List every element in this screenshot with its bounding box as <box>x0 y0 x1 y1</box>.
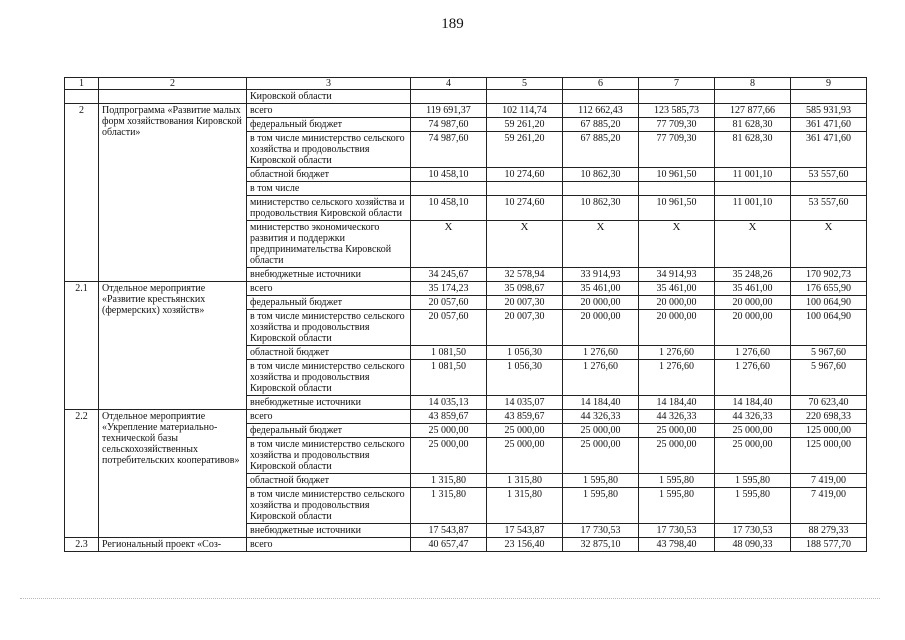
value-cell: 20 007,30 <box>487 310 563 346</box>
column-header: 9 <box>791 78 867 90</box>
value-cell: 14 035,07 <box>487 396 563 410</box>
page-number: 189 <box>441 16 464 32</box>
value-cell: 44 326,33 <box>715 410 791 424</box>
value-cell: 1 056,30 <box>487 360 563 396</box>
program-name-cell: Отдельное мероприятие «Развитие крестьянских (фермерских) хозяйств» <box>99 282 247 410</box>
value-cell: 1 315,80 <box>411 474 487 488</box>
value-cell: 25 000,00 <box>487 424 563 438</box>
value-cell: 20 000,00 <box>715 296 791 310</box>
item-number-cell: 2 <box>65 104 99 282</box>
value-cell: X <box>487 221 563 268</box>
value-cell: 33 914,93 <box>563 268 639 282</box>
table-row <box>65 410 867 424</box>
value-cell <box>487 90 563 104</box>
value-cell: 188 577,70 <box>791 538 867 552</box>
value-cell: 25 000,00 <box>715 438 791 474</box>
value-cell: 10 458,10 <box>411 168 487 182</box>
funding-source-cell: всего <box>247 410 411 424</box>
column-header: 5 <box>487 78 563 90</box>
column-header: 8 <box>715 78 791 90</box>
funding-source-cell: всего <box>247 538 411 552</box>
value-cell: 20 000,00 <box>563 296 639 310</box>
value-cell: X <box>563 221 639 268</box>
value-cell: 59 261,20 <box>487 118 563 132</box>
value-cell: 125 000,00 <box>791 424 867 438</box>
table-row <box>65 90 867 104</box>
funding-source-cell: областной бюджет <box>247 474 411 488</box>
value-cell: 53 557,60 <box>791 168 867 182</box>
value-cell: 74 987,60 <box>411 118 487 132</box>
value-cell: 1 056,30 <box>487 346 563 360</box>
value-cell: 1 081,50 <box>411 346 487 360</box>
value-cell: 20 000,00 <box>715 310 791 346</box>
value-cell: 10 961,50 <box>639 196 715 221</box>
value-cell: 67 885,20 <box>563 132 639 168</box>
table-row <box>65 104 867 118</box>
value-cell: 35 461,00 <box>715 282 791 296</box>
value-cell: 123 585,73 <box>639 104 715 118</box>
budget-table <box>64 77 867 552</box>
value-cell: 43 798,40 <box>639 538 715 552</box>
value-cell: 43 859,67 <box>487 410 563 424</box>
value-cell: 1 276,60 <box>715 360 791 396</box>
value-cell: 20 000,00 <box>563 310 639 346</box>
value-cell: 23 156,40 <box>487 538 563 552</box>
value-cell: 10 961,50 <box>639 168 715 182</box>
value-cell: 17 543,87 <box>411 524 487 538</box>
funding-source-cell: всего <box>247 282 411 296</box>
funding-source-cell: внебюджетные источники <box>247 268 411 282</box>
value-cell: 17 730,53 <box>563 524 639 538</box>
value-cell: 1 276,60 <box>563 346 639 360</box>
value-cell: 1 315,80 <box>487 488 563 524</box>
value-cell: 112 662,43 <box>563 104 639 118</box>
value-cell: 35 461,00 <box>639 282 715 296</box>
value-cell: 100 064,90 <box>791 296 867 310</box>
funding-source-cell: федеральный бюджет <box>247 296 411 310</box>
value-cell: X <box>639 221 715 268</box>
value-cell: 7 419,00 <box>791 488 867 524</box>
funding-source-cell: внебюджетные источники <box>247 524 411 538</box>
funding-source-cell: внебюджетные источники <box>247 396 411 410</box>
value-cell: 35 174,23 <box>411 282 487 296</box>
funding-source-cell: в том числе <box>247 182 411 196</box>
value-cell: 88 279,33 <box>791 524 867 538</box>
value-cell: 34 914,93 <box>639 268 715 282</box>
value-cell: 5 967,60 <box>791 346 867 360</box>
value-cell: 17 730,53 <box>715 524 791 538</box>
value-cell: 70 623,40 <box>791 396 867 410</box>
value-cell: 25 000,00 <box>487 438 563 474</box>
item-number-cell <box>65 90 99 104</box>
value-cell: 35 098,67 <box>487 282 563 296</box>
value-cell: 40 657,47 <box>411 538 487 552</box>
value-cell: 1 595,80 <box>639 474 715 488</box>
value-cell: 17 730,53 <box>639 524 715 538</box>
funding-source-cell: министерство экономического развития и поддержки предпринимательства Кировской области <box>247 221 411 268</box>
value-cell: 1 276,60 <box>639 360 715 396</box>
value-cell <box>791 182 867 196</box>
value-cell: 20 007,30 <box>487 296 563 310</box>
value-cell: 20 000,00 <box>639 296 715 310</box>
value-cell <box>487 182 563 196</box>
value-cell: X <box>715 221 791 268</box>
value-cell: 25 000,00 <box>639 438 715 474</box>
value-cell: 20 057,60 <box>411 296 487 310</box>
funding-source-cell: всего <box>247 104 411 118</box>
value-cell: 53 557,60 <box>791 196 867 221</box>
value-cell: 44 326,33 <box>639 410 715 424</box>
value-cell: 25 000,00 <box>563 438 639 474</box>
value-cell: 44 326,33 <box>563 410 639 424</box>
value-cell: 1 595,80 <box>639 488 715 524</box>
value-cell: 14 184,40 <box>715 396 791 410</box>
value-cell: 10 862,30 <box>563 196 639 221</box>
value-cell: 25 000,00 <box>639 424 715 438</box>
funding-source-cell: министерство сельского хозяйства и продовольствия Кировской области <box>247 196 411 221</box>
value-cell: 10 274,60 <box>487 168 563 182</box>
value-cell: 5 967,60 <box>791 360 867 396</box>
column-header: 6 <box>563 78 639 90</box>
value-cell: 32 578,94 <box>487 268 563 282</box>
funding-source-cell: в том числе министерство сельского хозяйства и продовольствия Кировской области <box>247 310 411 346</box>
table-row <box>65 538 867 552</box>
column-header: 4 <box>411 78 487 90</box>
value-cell: 10 274,60 <box>487 196 563 221</box>
header-row <box>65 78 867 90</box>
item-number-cell: 2.1 <box>65 282 99 410</box>
value-cell: X <box>791 221 867 268</box>
value-cell: 361 471,60 <box>791 118 867 132</box>
value-cell: 67 885,20 <box>563 118 639 132</box>
table-row <box>65 282 867 296</box>
column-header: 7 <box>639 78 715 90</box>
value-cell: 585 931,93 <box>791 104 867 118</box>
value-cell <box>639 90 715 104</box>
column-header: 2 <box>99 78 247 90</box>
column-header: 3 <box>247 78 411 90</box>
program-name-cell: Отдельное мероприятие «Укрепление материально-технической базы сельскохозяйственных потребительских кооперативов» <box>99 410 247 538</box>
item-number-cell: 2.3 <box>65 538 99 552</box>
value-cell: 20 057,60 <box>411 310 487 346</box>
value-cell: 20 000,00 <box>639 310 715 346</box>
value-cell: 7 419,00 <box>791 474 867 488</box>
funding-source-cell: областной бюджет <box>247 346 411 360</box>
value-cell <box>411 182 487 196</box>
funding-source-cell: в том числе министерство сельского хозяйства и продовольствия Кировской области <box>247 438 411 474</box>
value-cell <box>715 90 791 104</box>
value-cell: 77 709,30 <box>639 118 715 132</box>
value-cell: 1 595,80 <box>715 474 791 488</box>
value-cell: 10 458,10 <box>411 196 487 221</box>
item-number-cell: 2.2 <box>65 410 99 538</box>
funding-source-cell: федеральный бюджет <box>247 424 411 438</box>
value-cell: 77 709,30 <box>639 132 715 168</box>
value-cell: 48 090,33 <box>715 538 791 552</box>
value-cell: 14 184,40 <box>563 396 639 410</box>
value-cell: 11 001,10 <box>715 168 791 182</box>
value-cell: 74 987,60 <box>411 132 487 168</box>
value-cell: 119 691,37 <box>411 104 487 118</box>
value-cell: 14 184,40 <box>639 396 715 410</box>
scan-artifact-line <box>20 598 880 599</box>
column-header: 1 <box>65 78 99 90</box>
table-body <box>65 90 867 552</box>
value-cell: 125 000,00 <box>791 438 867 474</box>
value-cell: 1 315,80 <box>487 474 563 488</box>
value-cell: 25 000,00 <box>411 424 487 438</box>
funding-source-cell: в том числе министерство сельского хозяйства и продовольствия Кировской области <box>247 132 411 168</box>
value-cell <box>563 90 639 104</box>
funding-source-cell: в том числе министерство сельского хозяйства и продовольствия Кировской области <box>247 488 411 524</box>
value-cell: 1 081,50 <box>411 360 487 396</box>
value-cell <box>411 90 487 104</box>
funding-source-cell: областной бюджет <box>247 168 411 182</box>
value-cell: 25 000,00 <box>563 424 639 438</box>
value-cell: 10 862,30 <box>563 168 639 182</box>
value-cell: 43 859,67 <box>411 410 487 424</box>
value-cell: 81 628,30 <box>715 132 791 168</box>
value-cell: 361 471,60 <box>791 132 867 168</box>
value-cell <box>791 90 867 104</box>
value-cell: 102 114,74 <box>487 104 563 118</box>
value-cell: 1 276,60 <box>715 346 791 360</box>
value-cell <box>639 182 715 196</box>
value-cell: 59 261,20 <box>487 132 563 168</box>
value-cell: 1 276,60 <box>639 346 715 360</box>
program-name-cell: Подпрограмма «Развитие малых форм хозяйствования Кировской области» <box>99 104 247 282</box>
value-cell: 1 315,80 <box>411 488 487 524</box>
value-cell <box>563 182 639 196</box>
value-cell: 100 064,90 <box>791 310 867 346</box>
value-cell: 11 001,10 <box>715 196 791 221</box>
value-cell: 81 628,30 <box>715 118 791 132</box>
value-cell: 25 000,00 <box>411 438 487 474</box>
value-cell: 170 902,73 <box>791 268 867 282</box>
value-cell: 1 276,60 <box>563 360 639 396</box>
value-cell: 1 595,80 <box>563 474 639 488</box>
value-cell: X <box>411 221 487 268</box>
value-cell: 25 000,00 <box>715 424 791 438</box>
value-cell: 127 877,66 <box>715 104 791 118</box>
value-cell: 35 248,26 <box>715 268 791 282</box>
funding-source-cell: Кировской области <box>247 90 411 104</box>
value-cell: 1 595,80 <box>563 488 639 524</box>
value-cell: 34 245,67 <box>411 268 487 282</box>
value-cell: 35 461,00 <box>563 282 639 296</box>
value-cell: 14 035,13 <box>411 396 487 410</box>
program-name-cell: Региональный проект «Соз- <box>99 538 247 552</box>
value-cell: 32 875,10 <box>563 538 639 552</box>
value-cell <box>715 182 791 196</box>
value-cell: 1 595,80 <box>715 488 791 524</box>
program-name-cell <box>99 90 247 104</box>
value-cell: 17 543,87 <box>487 524 563 538</box>
funding-source-cell: в том числе министерство сельского хозяйства и продовольствия Кировской области <box>247 360 411 396</box>
value-cell: 220 698,33 <box>791 410 867 424</box>
funding-source-cell: федеральный бюджет <box>247 118 411 132</box>
value-cell: 176 655,90 <box>791 282 867 296</box>
